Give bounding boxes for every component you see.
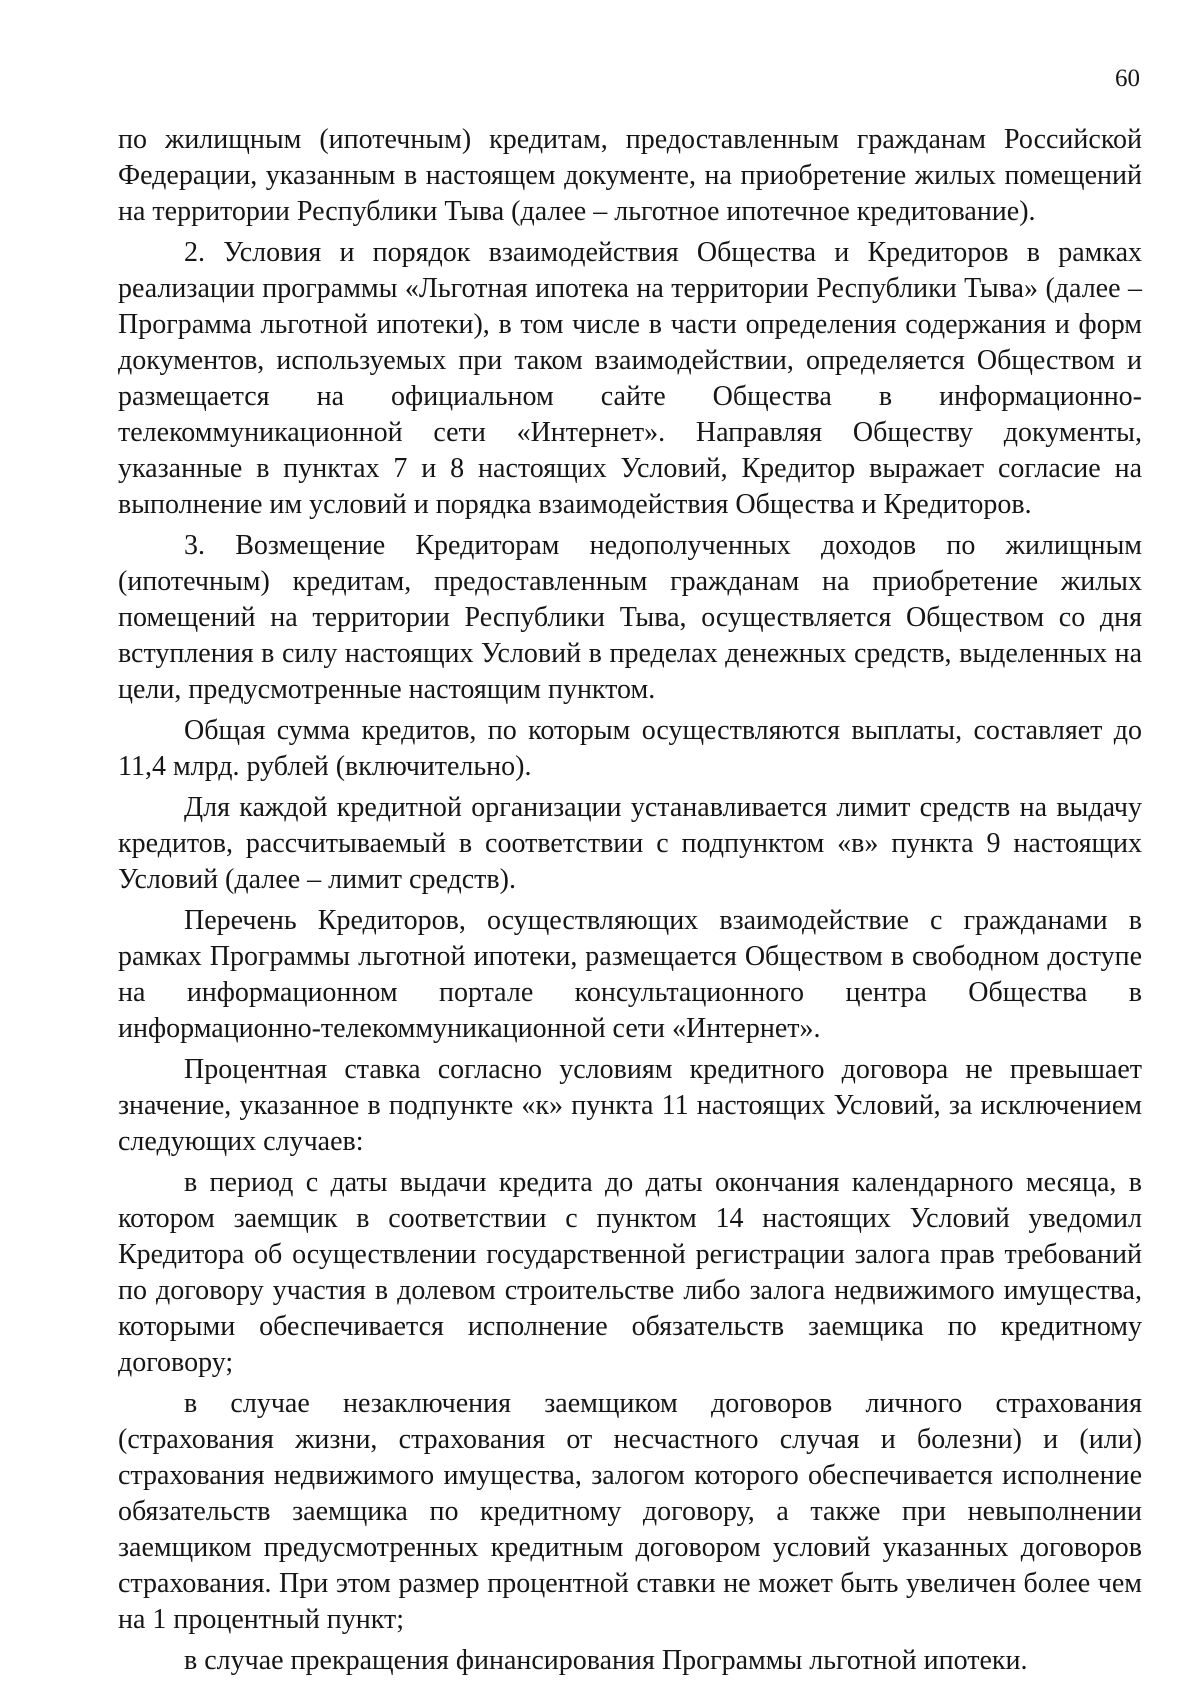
paragraph-exception-registration: в период с даты выдачи кредита до даты окончания календарного месяца, в котором заемщик в соответствии с пунктом 14 настоящих Условий уведомил Кредитора об осуществлении государственной регистрации залога прав требований по договору участия в долевом строительстве либо залога недвижимого имущества, которыми обеспечивается исполнение обязательств заемщика по кредитному договору; bbox=[118, 1167, 1142, 1378]
paragraph-clause-3: 3. Возмещение Кредиторам недополученных доходов по жилищным (ипотечным) кредитам, предоставленным гражданам на приобретение жилых помещений на территории Республики Тыва, осуществляется Обществом со дня вступления в силу настоящих Условий в пределах денежных средств, выделенных на цели, предусмотренные настоящим пунктом. bbox=[118, 530, 1142, 705]
document-body bbox=[118, 122, 1142, 1684]
paragraph-continuation: по жилищным (ипотечным) кредитам, предоставленным гражданам Российской Федерации, указанным в настоящем документе, на приобретение жилых помещений на территории Республики Тыва (далее – льготное ипотечное кредитование). bbox=[118, 124, 1142, 227]
paragraph-interest-rate: Процентная ставка согласно условиям кредитного договора не превышает значение, указанное в подпункте «к» пункта 11 настоящих Условий, за исключением следующих случаев: bbox=[118, 1054, 1142, 1157]
paragraph-total-credit-sum: Общая сумма кредитов, по которым осуществляются выплаты, составляет до 11,4 млрд. рублей (включительно). bbox=[118, 715, 1142, 782]
paragraph-exception-financing: в случае прекращения финансирования Программы льготной ипотеки. bbox=[184, 1645, 1028, 1676]
paragraph-creditors-list: Перечень Кредиторов, осуществляющих взаимодействие с гражданами в рамках Программы льготной ипотеки, размещается Обществом в свободном доступе на информационном портале консультационного центра Общества в информационно-телекоммуникационной сети «Интернет». bbox=[118, 905, 1142, 1044]
paragraph-clause-2: 2. Условия и порядок взаимодействия Общества и Кредиторов в рамках реализации программы «Льготная ипотека на территории Республики Тыва» (далее – Программа льготной ипотеки), в том числе в части определения содержания и форм документов, используемых при таком взаимодействии, определяется Обществом и размещается на официальном сайте Общества в информационно-телекоммуникационной сети «Интернет». Направляя Обществу документы, указанные в пунктах 7 и 8 настоящих Условий, Кредитор выражает согласие на выполнение им условий и порядка взаимодействия Общества и Кредиторов. bbox=[118, 237, 1142, 520]
paragraph-credit-limit: Для каждой кредитной организации устанавливается лимит средств на выдачу кредитов, рассчитываемый в соответствии с подпунктом «в» пункта 9 настоящих Условий (далее – лимит средств). bbox=[118, 792, 1142, 895]
paragraph-exception-insurance: в случае незаключения заемщиком договоров личного страхования (страхования жизни, страхования от несчастного случая и болезни) и (или) страхования недвижимого имущества, залогом которого обеспечивается исполнение обязательств заемщика по кредитному договору, а также при невыполнении заемщиком предусмотренных кредитным договором условий указанных договоров страхования. При этом размер процентной ставки не может быть увеличен более чем на 1 процентный пункт; bbox=[118, 1388, 1142, 1635]
page-number: 60 bbox=[1115, 65, 1140, 92]
